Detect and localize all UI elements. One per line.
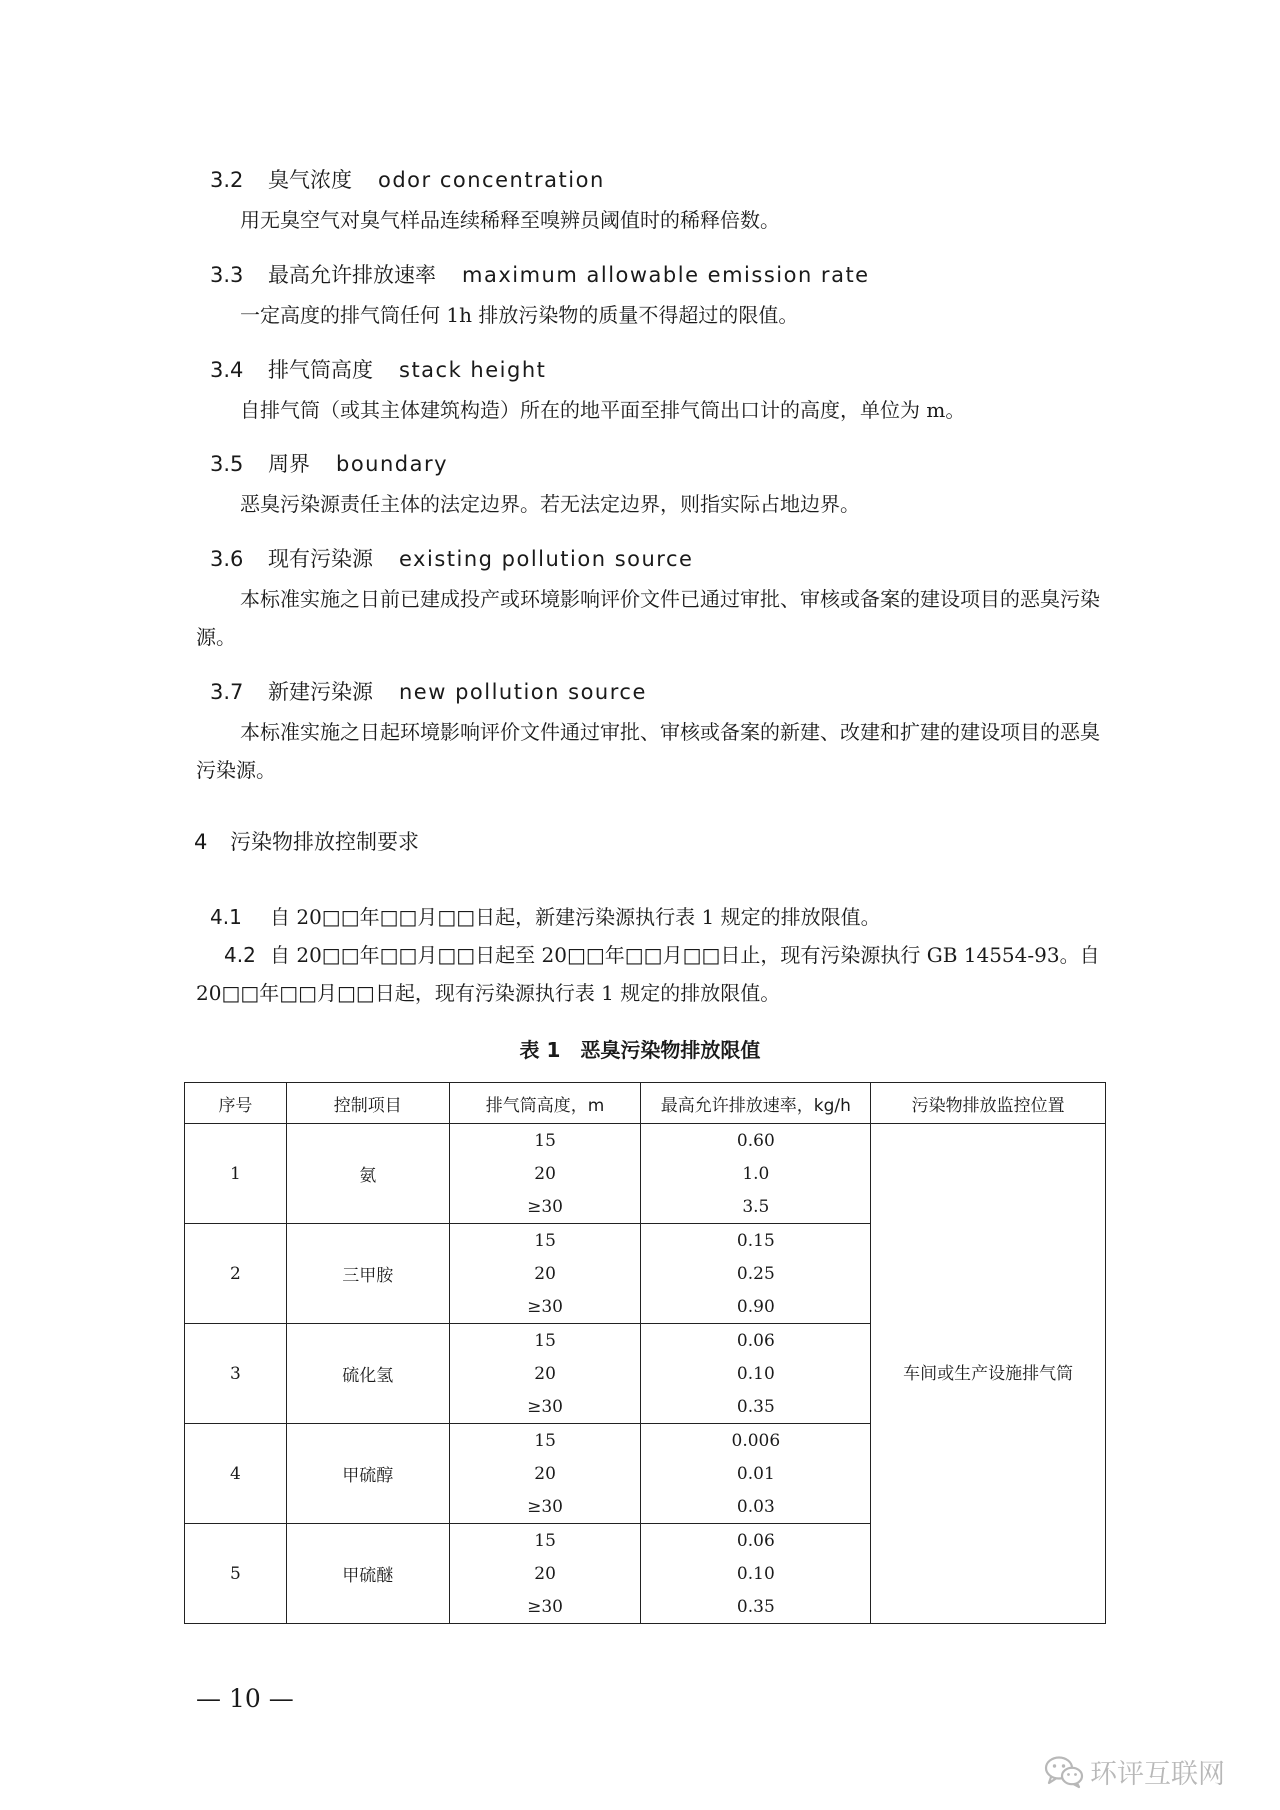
watermark — [1044, 1752, 1225, 1791]
height-cell: ≥30 — [449, 1490, 641, 1524]
rate-cell: 0.006 — [641, 1424, 871, 1458]
clause-number: 4.1 — [210, 905, 242, 929]
row-no: 5 — [185, 1524, 287, 1624]
row-no: 1 — [185, 1124, 287, 1224]
height-cell: 20 — [449, 1157, 641, 1190]
term-3-7 — [196, 677, 1106, 789]
header-height: 排气筒高度，m — [449, 1083, 641, 1124]
term-cn: 排气筒高度 — [268, 358, 373, 382]
clause-number: 4.2 — [224, 943, 256, 967]
table-caption: 表 1 恶臭污染物排放限值 — [519, 1038, 761, 1062]
section-heading — [194, 826, 419, 856]
term-3-5 — [210, 449, 1110, 523]
row-item: 三甲胺 — [286, 1224, 449, 1324]
clause-4-1 — [196, 898, 1120, 936]
table-row — [185, 1124, 1106, 1158]
height-cell: ≥30 — [449, 1390, 641, 1424]
monitoring-location: 车间或生产设施排气筒 — [871, 1124, 1106, 1624]
rate-cell: 0.01 — [641, 1457, 871, 1490]
term-en: stack height — [399, 358, 547, 382]
term-3-3 — [210, 260, 1110, 334]
term-definition: 用无臭空气对臭气样品连续稀释至嗅辨员阈值时的稀释倍数。 — [240, 208, 780, 232]
height-cell: 15 — [449, 1224, 641, 1258]
term-cn: 臭气浓度 — [268, 168, 352, 192]
rate-cell: 0.60 — [641, 1124, 871, 1158]
table-header-row — [185, 1083, 1106, 1124]
page-number: — 10 — — [196, 1684, 294, 1713]
header-rate: 最高允许排放速率，kg/h — [641, 1083, 871, 1124]
row-item: 甲硫醇 — [286, 1424, 449, 1524]
term-cn: 最高允许排放速率 — [268, 263, 436, 287]
term-en: maximum allowable emission rate — [462, 263, 870, 287]
clause-text: 自 20□□年□□月□□日起至 20□□年□□月□□日止，现有污染源执行 GB 14554-93。自 20□□年□□月□□日起，现有污染源执行表 1 规定的排放限值。 — [196, 943, 1100, 1005]
term-number: 3.7 — [210, 680, 244, 704]
row-item: 氨 — [286, 1124, 449, 1224]
term-en: existing pollution source — [399, 547, 694, 571]
row-item: 甲硫醚 — [286, 1524, 449, 1624]
height-cell: ≥30 — [449, 1290, 641, 1324]
rate-cell: 0.10 — [641, 1557, 871, 1590]
clause-text: 自 20□□年□□月□□日起，新建污染源执行表 1 规定的排放限值。 — [270, 905, 881, 929]
height-cell: ≥30 — [449, 1190, 641, 1224]
term-cn: 周界 — [268, 452, 310, 476]
term-definition: 恶臭污染源责任主体的法定边界。若无法定边界，则指实际占地边界。 — [240, 492, 860, 516]
height-cell: 15 — [449, 1424, 641, 1458]
term-cn: 新建污染源 — [268, 680, 373, 704]
rate-cell: 0.90 — [641, 1290, 871, 1324]
rate-cell: 0.25 — [641, 1257, 871, 1290]
rate-cell: 0.06 — [641, 1524, 871, 1558]
height-cell: 20 — [449, 1457, 641, 1490]
term-definition: 一定高度的排气筒任何 1h 排放污染物的质量不得超过的限值。 — [240, 303, 799, 327]
term-number: 3.5 — [210, 452, 244, 476]
height-cell: 15 — [449, 1324, 641, 1358]
header-location: 污染物排放监控位置 — [871, 1083, 1106, 1124]
rate-cell: 0.03 — [641, 1490, 871, 1524]
row-item: 硫化氢 — [286, 1324, 449, 1424]
term-number: 3.2 — [210, 168, 244, 192]
rate-cell: 1.0 — [641, 1157, 871, 1190]
section-number: 4 — [194, 830, 208, 854]
row-no: 4 — [185, 1424, 287, 1524]
emission-limit-table — [184, 1082, 1106, 1624]
term-en: boundary — [336, 452, 449, 476]
section-title: 污染物排放控制要求 — [230, 830, 419, 854]
rate-cell: 0.15 — [641, 1224, 871, 1258]
term-cn: 现有污染源 — [268, 547, 373, 571]
height-cell: 20 — [449, 1257, 641, 1290]
term-definition: 本标准实施之日前已建成投产或环境影响评价文件已通过审批、审核或备案的建设项目的恶臭污染源。 — [196, 587, 1100, 649]
rate-cell: 0.06 — [641, 1324, 871, 1358]
term-3-6 — [196, 544, 1106, 656]
height-cell: 15 — [449, 1124, 641, 1158]
row-no: 3 — [185, 1324, 287, 1424]
term-number: 3.3 — [210, 263, 244, 287]
rate-cell: 0.10 — [641, 1357, 871, 1390]
header-no: 序号 — [185, 1083, 287, 1124]
term-3-2 — [210, 165, 1110, 239]
wechat-icon — [1044, 1755, 1084, 1789]
rate-cell: 0.35 — [641, 1390, 871, 1424]
rate-cell: 0.35 — [641, 1590, 871, 1624]
term-definition: 自排气筒（或其主体建筑构造）所在的地平面至排气筒出口计的高度，单位为 m。 — [240, 398, 966, 422]
term-3-4 — [210, 355, 1110, 429]
clause-4-2 — [196, 936, 1106, 1012]
row-no: 2 — [185, 1224, 287, 1324]
term-en: odor concentration — [378, 168, 605, 192]
term-definition: 本标准实施之日起环境影响评价文件通过审批、审核或备案的新建、改建和扩建的建设项目的恶臭污染源。 — [196, 720, 1100, 782]
rate-cell: 3.5 — [641, 1190, 871, 1224]
term-en: new pollution source — [399, 680, 647, 704]
term-number: 3.4 — [210, 358, 244, 382]
height-cell: 20 — [449, 1357, 641, 1390]
height-cell: ≥30 — [449, 1590, 641, 1624]
height-cell: 15 — [449, 1524, 641, 1558]
header-item: 控制项目 — [286, 1083, 449, 1124]
height-cell: 20 — [449, 1557, 641, 1590]
watermark-text: 环评互联网 — [1090, 1759, 1225, 1790]
term-number: 3.6 — [210, 547, 244, 571]
